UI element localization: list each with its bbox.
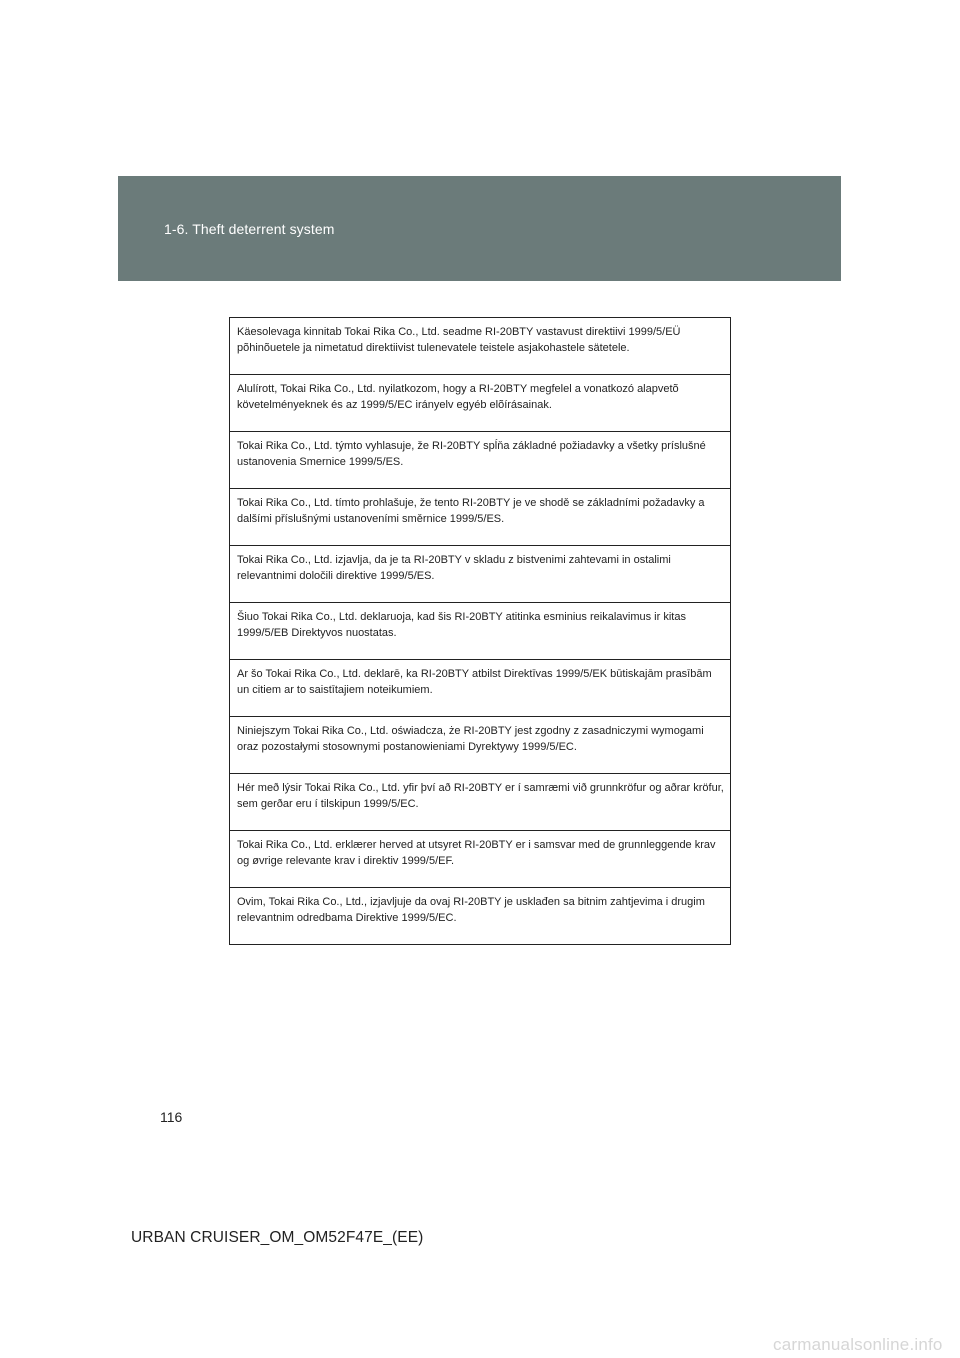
- declaration-slovak: Tokai Rika Co., Ltd. týmto vyhlasuje, že RI-20BTY spĺňa základné požiadavky a všetky príslušné ustanovenia Smernice 1999/5/ES.: [230, 432, 730, 489]
- page-number: 116: [160, 1109, 183, 1125]
- declaration-polish: Niniejszym Tokai Rika Co., Ltd. oświadcza, że RI-20BTY jest zgodny z zasadniczymi wymogami oraz pozostałymi stosownymi postanowieniami Dyrektywy 1999/5/EC.: [230, 717, 730, 774]
- watermark-text: carmanualsonline.info: [773, 1335, 943, 1354]
- declaration-lithuanian: Šiuo Tokai Rika Co., Ltd. deklaruoja, kad šis RI-20BTY atitinka esminius reikalavimus ir kitas 1999/5/EB Direktyvos nuostatas.: [230, 603, 730, 660]
- declaration-icelandic: Hér með lýsir Tokai Rika Co., Ltd. yfir því að RI-20BTY er í samræmi við grunnkröfur og aðrar kröfur, sem gerðar eru í tilskipun 1999/5/EC.: [230, 774, 730, 831]
- section-header-band: [118, 176, 841, 281]
- declaration-latvian: Ar šo Tokai Rika Co., Ltd. deklarē, ka RI-20BTY atbilst Direktīvas 1999/5/EK būtiskajām prasībām un citiem ar to saistītajiem noteikumiem.: [230, 660, 730, 717]
- declaration-norwegian: Tokai Rika Co., Ltd. erklærer herved at utsyret RI-20BTY er i samsvar med de grunnleggende krav og øvrige relevante krav i direktiv 1999/5/EF.: [230, 831, 730, 888]
- declaration-hungarian: Alulírott, Tokai Rika Co., Ltd. nyilatkozom, hogy a RI-20BTY megfelel a vonatkozó alapvetõ követelményeknek és az 1999/5/EC irányelv egyéb elõírásainak.: [230, 375, 730, 432]
- section-title: 1-6. Theft deterrent system: [164, 221, 335, 237]
- declaration-croatian: Ovim, Tokai Rika Co., Ltd., izjavljuje da ovaj RI-20BTY je usklađen sa bitnim zahtjevima i drugim relevantnim odredbama Direktive 1999/5/EC.: [237, 896, 705, 924]
- declaration-estonian: Käesolevaga kinnitab Tokai Rika Co., Ltd. seadme RI-20BTY vastavust direktiivi 1999/5/EÜ põhinõuetele ja nimetatud direktiivist tulenevatele teistele asjakohastele sätetele.: [230, 318, 730, 375]
- declaration-slovenian: Tokai Rika Co., Ltd. izjavlja, da je ta RI-20BTY v skladu z bistvenimi zahtevami in ostalimi relevantnimi določili direktive 1999/5/ES.: [230, 546, 730, 603]
- document-code: URBAN CRUISER_OM_OM52F47E_(EE): [131, 1229, 424, 1246]
- declaration-czech: Tokai Rika Co., Ltd. tímto prohlašuje, že tento RI-20BTY je ve shodě se základními požadavky a dalšími příslušnými ustanoveními směrnice 1999/5/ES.: [230, 489, 730, 546]
- declaration-table: [229, 317, 731, 945]
